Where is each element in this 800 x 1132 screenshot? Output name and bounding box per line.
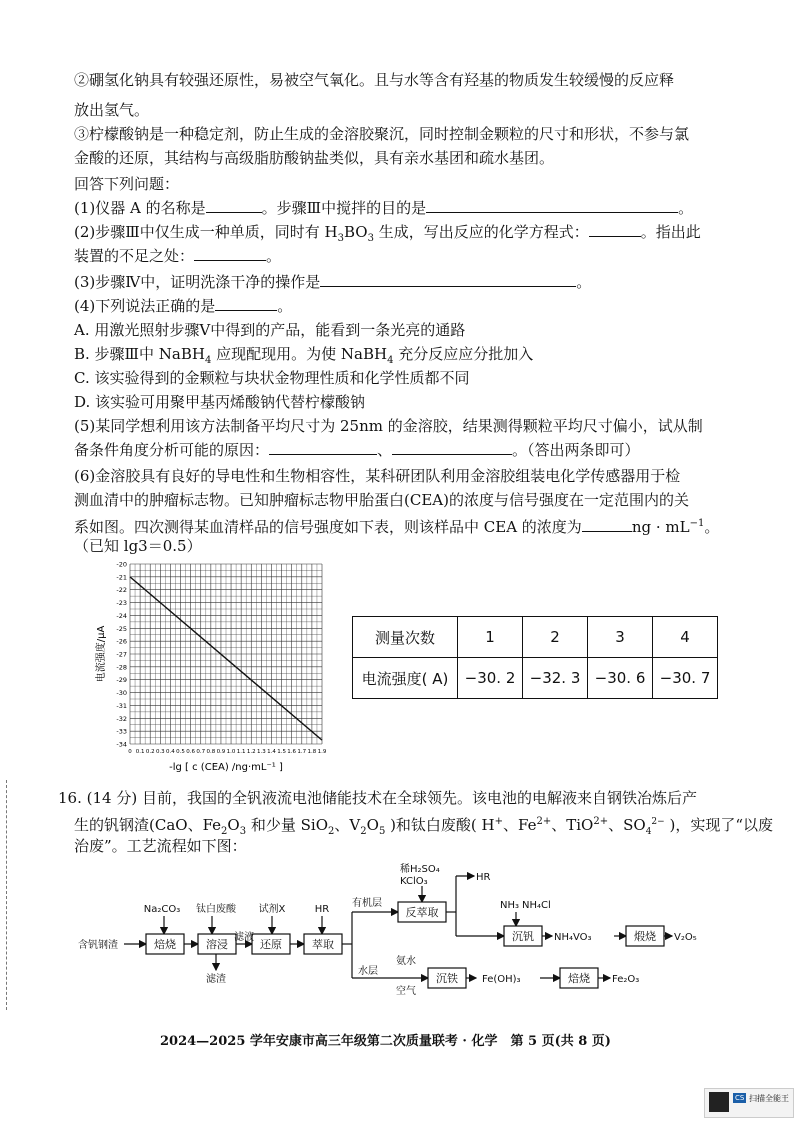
table-cell: 电流强度( A) [353,658,458,699]
box-label: 焙烧 [568,972,590,985]
measurement-table [352,616,718,699]
y-tick-label: -28 [116,663,127,672]
flow-label: NH₃ [500,900,520,911]
x-tick-label: 0.5 [176,749,185,755]
y-tick-label: -32 [116,714,127,723]
box-label: 反萃取 [405,906,439,919]
x-tick-label: 0.3 [155,749,165,755]
y-tick-label: -22 [116,586,127,595]
y-tick-label: -34 [116,740,127,749]
table-header-row [353,617,718,658]
option-c: C. 该实验得到的金颗粒与块状金物理性质和化学性质都不同 [74,369,470,387]
cs-logo-icon: CS [735,1094,745,1102]
x-tick-label: 0.4 [166,749,175,755]
flow-label: 滤渣 [206,974,226,985]
y-tick-label: -25 [116,624,127,633]
question-6-cont: 测血清中的肿瘤标志物。已知肿瘤标志物甲胎蛋白(CEA)的浓度与信号强度在一定范围内的关 [74,491,689,509]
x-tick-label: 1.7 [297,749,307,755]
x-tick-label: 1.8 [307,749,317,755]
y-tick-label: -30 [116,689,127,698]
y-tick-label: -20 [116,560,127,569]
x-tick-label: 0.8 [206,749,216,755]
flow-label: Fe₂O₃ [612,974,640,985]
question-16: 16. (14 分) 目前，我国的全钒液流电池储能技术在全球领先。该电池的电解液来自钢铁冶炼后产 [58,789,697,807]
question-16-cont: 生的钒钢渣(CaO、$Fe_2O_3$ 和少量 SiO$_2$、$V_2O_5$ )和钛白废酸( H+、$Fe^{2+}$、TiO$^{2+}$、$SO_4^{2-}$ )，实现了“以废 [74,816,773,837]
box-label: 焙烧 [154,938,176,951]
answer-blank[interactable] [215,296,277,311]
y-tick-label: -27 [116,650,127,659]
flow-label: 水层 [358,966,378,977]
flow-label: V₂O₅ [674,932,697,943]
box-label: 还原 [260,938,282,951]
answer-blank[interactable] [320,272,576,287]
x-tick-label: 0.9 [216,749,226,755]
answer-blank[interactable] [206,198,262,213]
x-tick-label: 1.6 [287,749,297,755]
x-tick-label: 0.2 [145,749,155,755]
x-tick-label: 0.6 [186,749,196,755]
x-tick-label: 0 [128,749,132,755]
table-cell: −30. 6 [588,658,653,699]
scanner-watermark [704,1088,794,1118]
text-line: ③柠檬酸钠是一种稳定剂，防止生成的金溶胶聚沉，同时控制金颗粒的尺寸和形状，不参与氯 [74,125,690,143]
text-line: 金酸的还原，其结构与高级脂肪酸钠盐类似，具有亲水基团和疏水基团。 [74,149,555,167]
option-b: B. 步骤Ⅲ中 NaBH$_4$ 应现配现用。为使 NaBH$_4$ 充分反应应分批加入 [74,345,534,366]
table-cell: −32. 3 [523,658,588,699]
flow-label: KClO₃ [400,876,428,887]
text-line: 放出氢气。 [74,101,150,119]
scanner-name: 扫描全能王 [749,1094,789,1103]
answer-blank[interactable] [582,517,632,532]
question-5-cont: 备条件角度分析可能的原因： 、 。（答出两条即可） [74,441,640,459]
table-cell: 4 [653,617,718,658]
y-axis-label: 电流强度/μA [96,625,107,683]
x-tick-label: 0.1 [135,749,145,755]
question-2-cont: 装置的不足之处： 。 [74,247,282,265]
y-tick-label: -26 [116,637,127,646]
answer-blank[interactable] [194,246,266,261]
flow-label: 空气 [396,986,416,996]
table-cell: −30. 2 [458,658,523,699]
question-6-note: （已知 lg3＝0.5） [74,537,202,555]
x-tick-label: 1.9 [317,749,327,755]
question-16-cont: 治废”。工艺流程如下图： [74,837,247,855]
flow-label: 试剂X [258,904,286,915]
answer-blank[interactable] [269,440,377,455]
x-tick-label: 1.1 [236,749,246,755]
question-3: (3)步骤Ⅳ中，证明洗涤干净的操作是 。 [74,273,592,291]
table-cell: −30. 7 [653,658,718,699]
text-line: 回答下列问题： [74,175,180,193]
flow-label: 含钒钢渣 [78,940,118,951]
table-row [353,658,718,699]
answer-blank[interactable] [426,198,678,213]
x-tick-label: 0.7 [196,749,206,755]
box-label: 溶浸 [206,938,228,951]
qr-icon [709,1092,729,1112]
flow-label: HR [476,872,491,883]
x-tick-label: 1.5 [277,749,286,755]
answer-blank[interactable] [392,440,512,455]
option-a: A. 用激光照射步骤Ⅴ中得到的产品，能看到一条光亮的通路 [74,321,466,339]
box-label: 沉钒 [512,930,534,943]
table-cell: 1 [458,617,523,658]
y-tick-label: -24 [116,611,127,620]
question-6: (6)金溶胶具有良好的导电性和生物相容性，某科研团队利用金溶胶组装电化学传感器用于检 [74,467,681,485]
question-2: (2)步骤Ⅲ中仅生成一种单质，同时有 $H_3BO_3$ 生成，写出反应的化学方程式： 。指出此 [74,223,701,244]
box-label: 沉铁 [436,972,458,985]
text-line: ②硼氢化钠具有较强还原性，易被空气氧化。且与水等含有羟基的物质发生较缓慢的反应释 [74,71,675,89]
x-tick-label: 1.3 [256,749,266,755]
question-1: (1)仪器 A 的名称是 。步骤Ⅲ中搅拌的目的是 。 [74,199,694,217]
x-tick-label: 1.4 [267,749,276,755]
flow-label: 氨水 [396,956,416,967]
y-tick-label: -33 [116,727,127,736]
question-5: (5)某同学想利用该方法制备平均尺寸为 25nm 的金溶胶，结果测得颗粒平均尺寸偏小，试从制 [74,417,703,435]
x-tick-label: 1.2 [246,749,256,755]
flow-label: NH₄Cl [522,900,551,911]
margin-dashed-line [6,780,7,1010]
y-tick-label: -31 [116,701,127,710]
box-label: 煅烧 [634,930,656,943]
flow-label: 钛白废酸 [196,904,236,915]
cea-calibration-chart [92,558,342,780]
page-footer: 2024—2025 学年安康市高三年级第二次质量联考 · 化学 第 5 页(共 8 页) [160,1034,611,1049]
box-label: 萃取 [312,938,334,951]
process-flowchart [76,856,716,996]
table-cell: 测量次数 [353,617,458,658]
y-tick-label: -23 [116,599,127,608]
flow-label: 有机层 [352,898,382,909]
x-axis-label: -lg [ c (CEA) /ng·mL⁻¹ ] [169,762,283,773]
flow-label: 滤液 [234,932,254,943]
y-tick-label: -21 [116,573,127,582]
table-cell: 3 [588,617,653,658]
flow-label: HR [314,904,330,915]
x-tick-label: 1.0 [226,749,236,755]
flow-label: Na₂CO₃ [143,904,181,915]
flow-label: 稀H₂SO₄ [400,864,440,875]
answer-blank[interactable] [589,222,641,237]
table-cell: 2 [523,617,588,658]
option-d: D. 该实验可用聚甲基丙烯酸钠代替柠檬酸钠 [74,393,366,411]
y-tick-label: -29 [116,676,127,685]
question-6-cont: 系如图。四次测得某血清样品的信号强度如下表，则该样品中 CEA 的浓度为 ng · $mL^{-1}$。 [74,518,720,536]
flow-label: Fe(OH)₃ [482,974,521,985]
question-4: (4)下列说法正确的是 。 [74,297,293,315]
flow-label: NH₄VO₃ [554,932,592,943]
